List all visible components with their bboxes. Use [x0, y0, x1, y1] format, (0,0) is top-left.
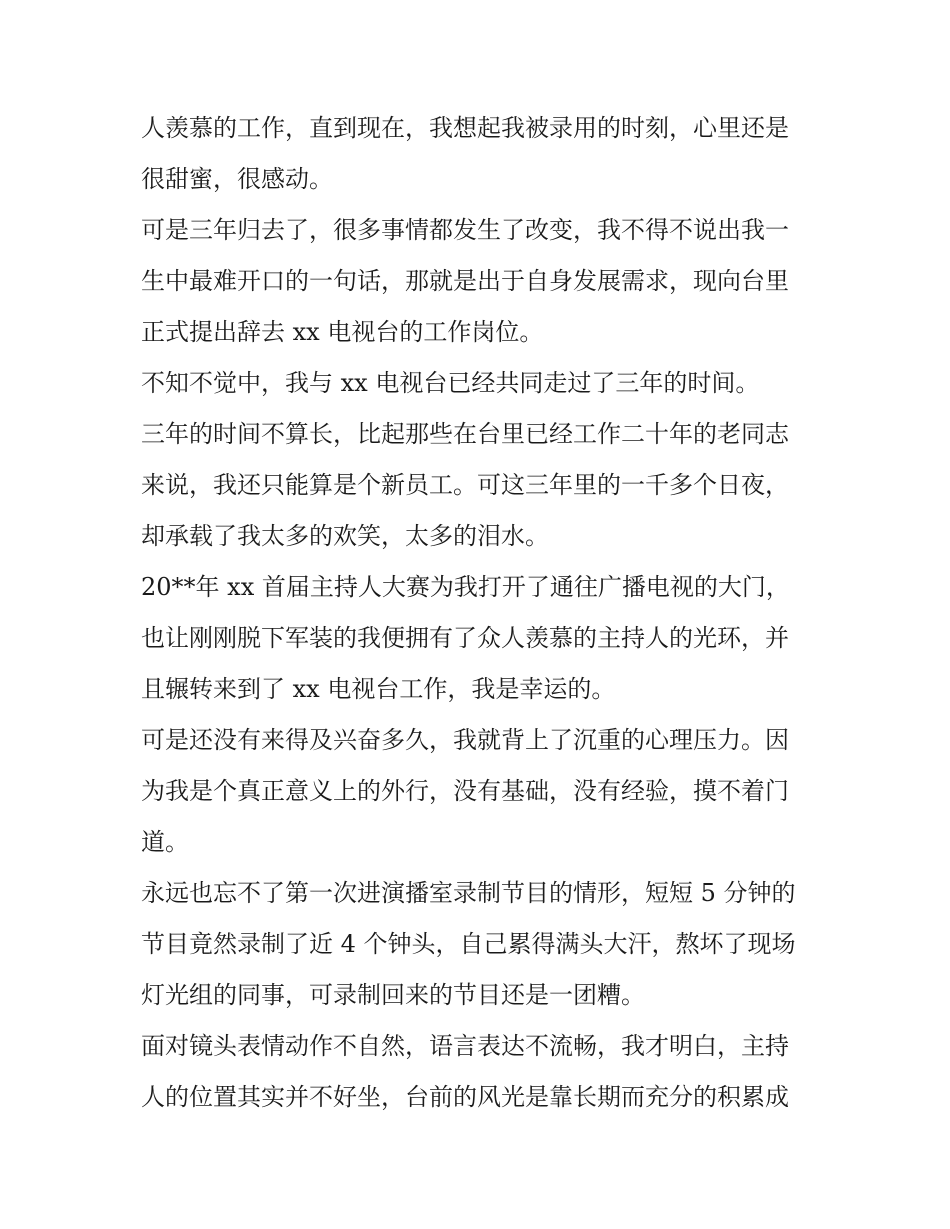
text-line: 不知不觉中，我与 xx 电视台已经共同走过了三年的时间。	[141, 369, 760, 397]
paragraph-3	[141, 358, 816, 409]
text-line: 也让刚刚脱下军装的我便拥有了众人羡慕的主持人的光环，并	[141, 624, 789, 652]
paragraph-6	[141, 715, 816, 868]
text-line: 人的位置其实并不好坐，台前的风光是靠长期而充分的积累成	[141, 1083, 789, 1111]
text-line: 正式提出辞去 xx 电视台的工作岗位。	[141, 318, 544, 346]
text-line: 且辗转来到了 xx 电视台工作，我是幸运的。	[141, 675, 616, 703]
text-line: 人羡慕的工作，直到现在，我想起我被录用的时刻，心里还是	[141, 114, 789, 142]
paragraph-2	[141, 205, 816, 358]
text-line: 可是三年归去了，很多事情都发生了改变，我不得不说出我一	[141, 216, 789, 244]
text-line: 永远也忘不了第一次进演播室录制节目的情形，短短 5 分钟的	[141, 879, 796, 907]
text-line: 却承载了我太多的欢笑，太多的泪水。	[141, 522, 549, 550]
text-line: 20**年 xx 首届主持人大赛为我打开了通往广播电视的大门，	[141, 573, 790, 601]
text-line: 生中最难开口的一句话，那就是出于自身发展需求，现向台里	[141, 267, 789, 295]
text-line: 很甜蜜，很感动。	[141, 165, 333, 193]
document-body	[141, 103, 816, 1123]
text-line: 面对镜头表情动作不自然，语言表达不流畅，我才明白，主持	[141, 1032, 789, 1060]
text-line: 来说，我还只能算是个新员工。可这三年里的一千多个日夜，	[141, 471, 789, 499]
text-line: 为我是个真正意义上的外行，没有基础，没有经验，摸不着门	[141, 777, 789, 805]
text-line: 灯光组的同事，可录制回来的节目还是一团糟。	[141, 981, 645, 1009]
paragraph-4	[141, 409, 816, 562]
text-line: 三年的时间不算长，比起那些在台里已经工作二十年的老同志	[141, 420, 789, 448]
paragraph-1	[141, 103, 816, 205]
text-line: 可是还没有来得及兴奋多久，我就背上了沉重的心理压力。因	[141, 726, 789, 754]
paragraph-5	[141, 562, 816, 715]
text-line: 道。	[141, 828, 189, 856]
paragraph-7	[141, 868, 816, 1021]
paragraph-8	[141, 1021, 816, 1123]
text-line: 节目竟然录制了近 4 个钟头，自己累得满头大汗，熬坏了现场	[141, 930, 796, 958]
